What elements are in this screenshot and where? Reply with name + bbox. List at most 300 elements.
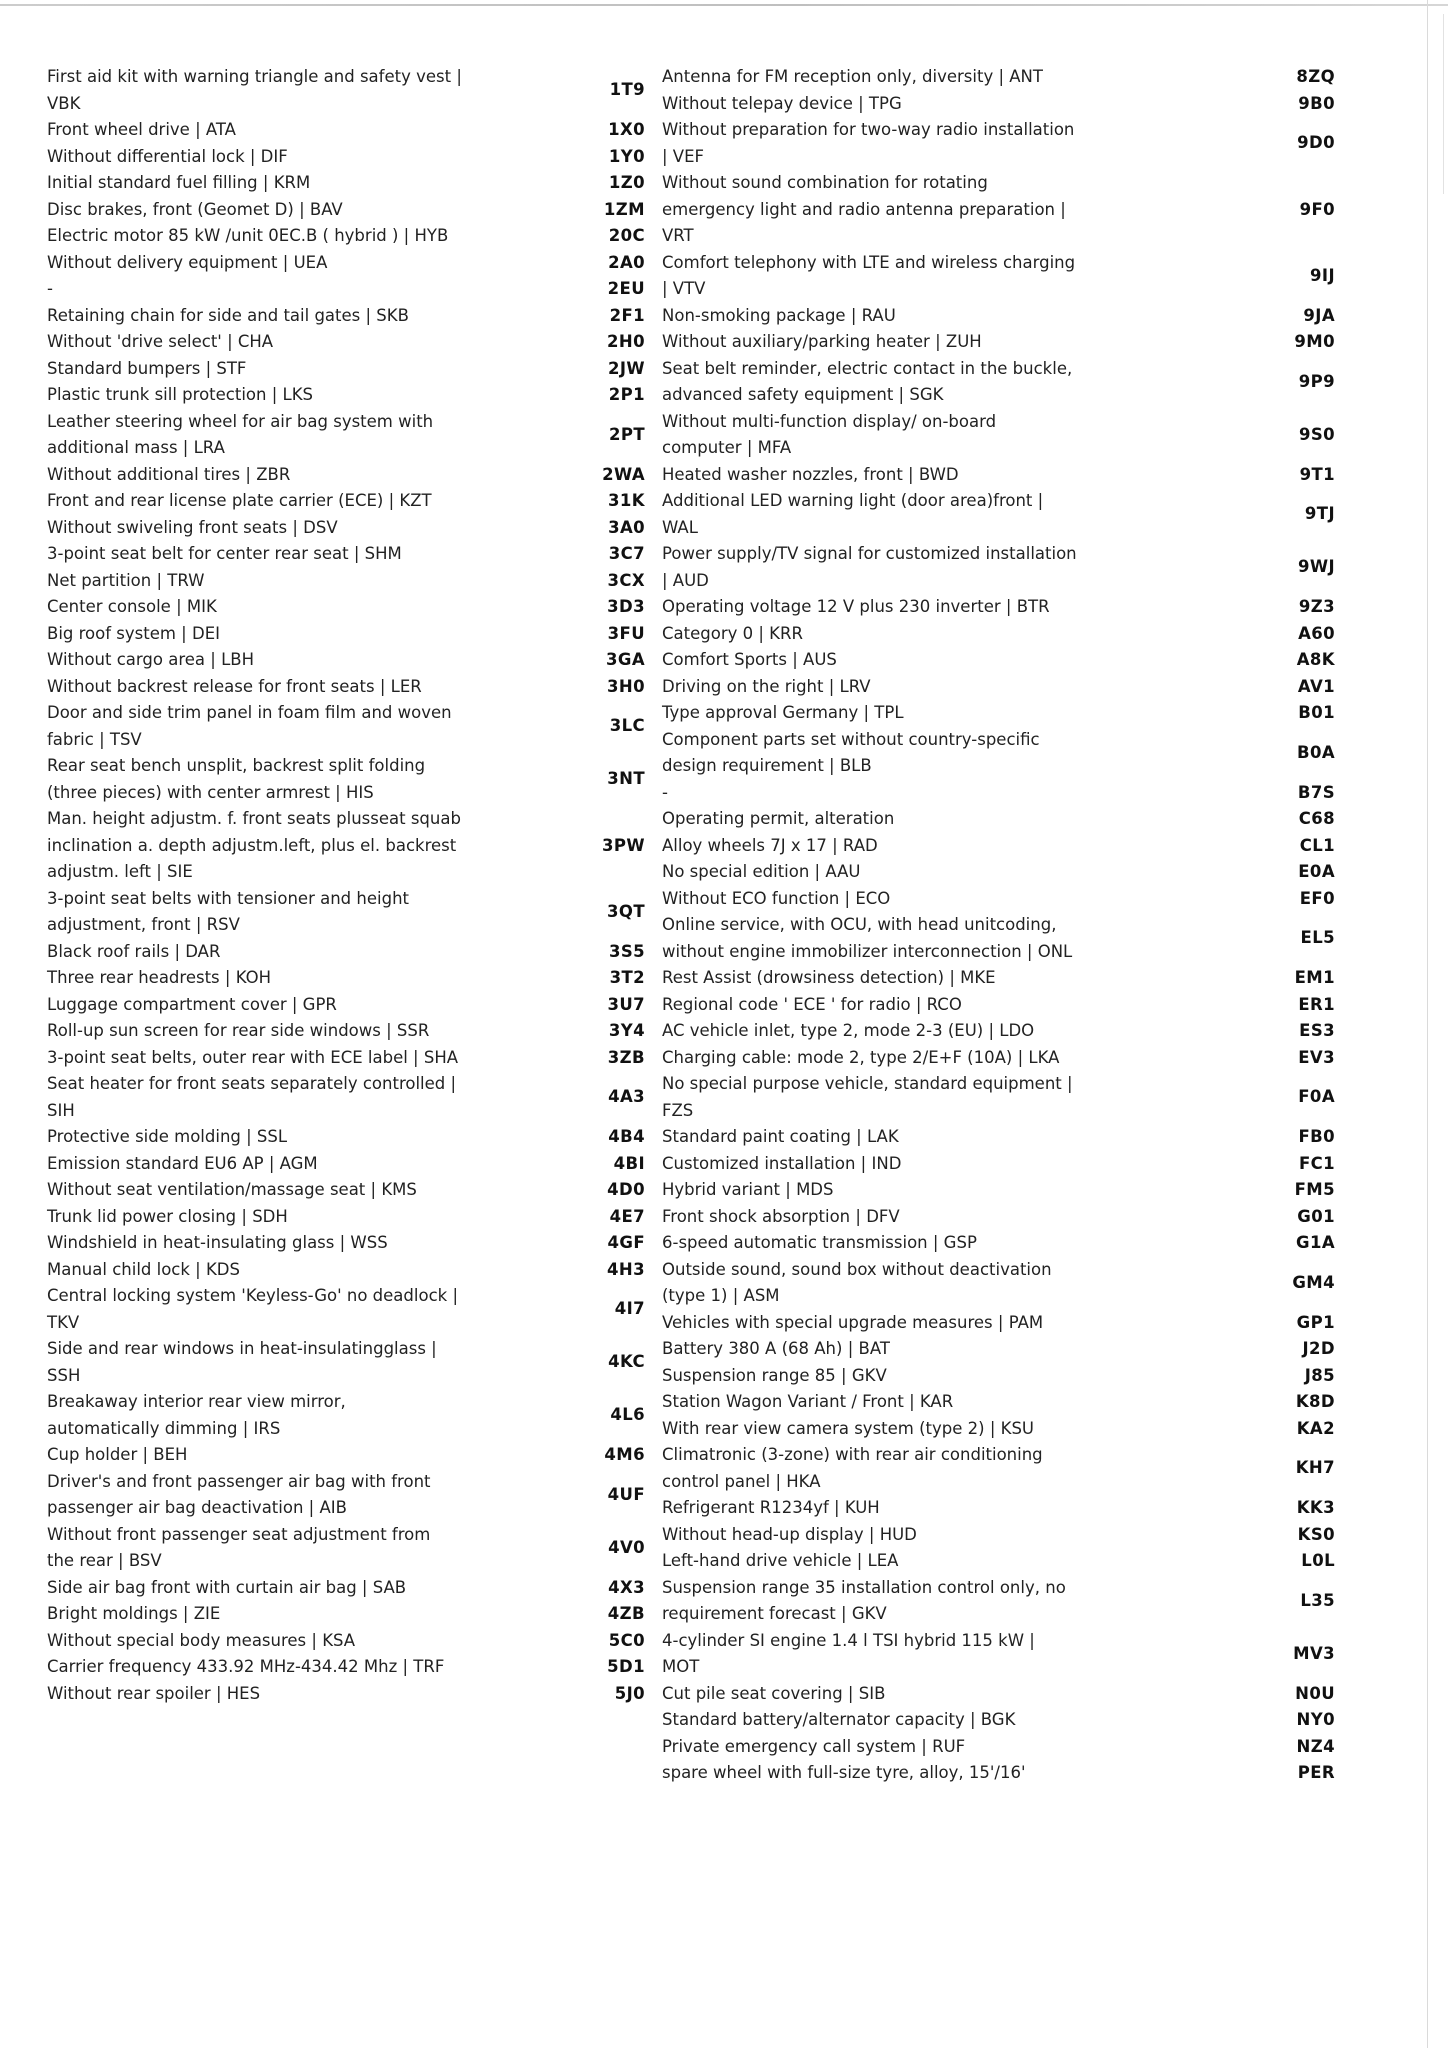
pr-code: 3ZB (607, 1047, 645, 1067)
equipment-description: Windshield in heat-insulating glass | WSS (47, 1233, 388, 1252)
pr-code: 3S5 (608, 941, 645, 961)
pr-code: 3LC (609, 716, 645, 736)
equipment-description: Side and rear windows in heat-insulatingglass | SSH (47, 1339, 437, 1385)
pr-code: 3U7 (607, 994, 645, 1014)
pr-code: 5C0 (608, 1630, 645, 1650)
equipment-description: Big roof system | DEI (47, 623, 220, 643)
equipment-row (47, 117, 645, 144)
pr-code: KK3 (1296, 1498, 1335, 1517)
equipment-description: Carrier frequency 433.92 MHz-434.42 Mhz | TRF (47, 1657, 445, 1676)
pr-code: 9TJ (1304, 504, 1335, 524)
equipment-row (47, 382, 645, 409)
equipment-row (47, 1230, 645, 1257)
equipment-list (47, 64, 1335, 1787)
equipment-row (47, 806, 645, 886)
equipment-row (662, 859, 1335, 886)
equipment-description: Black roof rails | DAR (47, 941, 221, 961)
equipment-description: Outside sound, sound box without deactivation (type 1) | ASM (662, 1259, 1052, 1305)
equipment-row (47, 1575, 645, 1602)
pr-code: 9Z3 (1298, 597, 1335, 616)
equipment-row (662, 1522, 1335, 1549)
pr-code: EM1 (1294, 968, 1335, 987)
equipment-description: 3-point seat belts, outer rear with ECE label | SHA (47, 1047, 459, 1067)
equipment-description: Center console | MIK (47, 597, 217, 616)
equipment-description: 3-point seat belts with tensioner and height adjustment, front | RSV (47, 888, 409, 934)
equipment-description: Suspension range 85 | GKV (662, 1365, 887, 1385)
pr-code: 3Y4 (608, 1021, 645, 1040)
pr-code: KA2 (1296, 1418, 1335, 1438)
equipment-row (47, 1681, 645, 1708)
equipment-description: Standard battery/alternator capacity | BGK (662, 1710, 1016, 1729)
pr-code: L35 (1300, 1590, 1335, 1610)
equipment-row (47, 1389, 645, 1442)
equipment-row (662, 250, 1335, 303)
equipment-row (662, 1734, 1335, 1761)
equipment-description: AC vehicle inlet, type 2, mode 2-3 (EU) | LDO (662, 1021, 1035, 1040)
scan-edge-top-line (0, 4, 1448, 6)
equipment-description: Without head-up display | HUD (662, 1524, 917, 1544)
pr-code: 1X0 (608, 120, 645, 139)
equipment-description: Non-smoking package | RAU (662, 305, 896, 325)
pr-code: 3QT (607, 901, 645, 921)
equipment-description: Cup holder | BEH (47, 1445, 188, 1464)
equipment-row (47, 1177, 645, 1204)
equipment-row (662, 1310, 1335, 1337)
equipment-description: Cut pile seat covering | SIB (662, 1683, 886, 1703)
equipment-row (662, 1257, 1335, 1310)
equipment-row (662, 1363, 1335, 1390)
pr-code: 3A0 (608, 517, 645, 537)
pr-code: 3T2 (609, 968, 645, 987)
equipment-row (662, 1336, 1335, 1363)
equipment-row (47, 647, 645, 674)
pr-code: FM5 (1294, 1180, 1335, 1199)
equipment-row (47, 1522, 645, 1575)
equipment-description: Without delivery equipment | UEA (47, 252, 328, 272)
equipment-description: Luggage compartment cover | GPR (47, 994, 337, 1014)
equipment-row (662, 1548, 1335, 1575)
pr-code: C68 (1298, 809, 1335, 828)
left-column (47, 64, 645, 1707)
equipment-description: Plastic trunk sill protection | LKS (47, 385, 313, 404)
equipment-description: Climatronic (3-zone) with rear air conditioning control panel | HKA (662, 1445, 1043, 1491)
equipment-description: Front and rear license plate carrier (ECE) | KZT (47, 491, 432, 510)
pr-code: A8K (1296, 650, 1335, 669)
pr-code: EL5 (1300, 928, 1335, 948)
equipment-row (47, 329, 645, 356)
equipment-row (662, 462, 1335, 489)
right-column (662, 64, 1335, 1787)
pr-code: EF0 (1299, 888, 1335, 908)
pr-code: NZ4 (1296, 1736, 1335, 1756)
pr-code: 2F1 (609, 305, 645, 325)
pr-code: MV3 (1293, 1643, 1335, 1663)
equipment-description: Rear seat bench unsplit, backrest split folding (three pieces) with center armrest | HIS (47, 756, 426, 802)
equipment-description: Component parts set without country-specific design requirement | BLB (662, 729, 1040, 775)
pr-code: 4BI (613, 1153, 645, 1173)
equipment-row (47, 197, 645, 224)
equipment-row (662, 1628, 1335, 1681)
pr-code: 9M0 (1294, 332, 1335, 351)
equipment-description: Operating permit, alteration (662, 809, 895, 828)
equipment-description: Without additional tires | ZBR (47, 464, 291, 484)
equipment-description: Front wheel drive | ATA (47, 120, 236, 139)
equipment-description: Without sound combination for rotating emergency light and radio antenna preparation | VRT (662, 173, 1066, 245)
pr-code: 2H0 (607, 332, 645, 351)
equipment-description: Without rear spoiler | HES (47, 1683, 261, 1703)
pr-code: 3NT (607, 769, 645, 789)
equipment-row (662, 117, 1335, 170)
equipment-description: Driving on the right | LRV (662, 676, 871, 696)
equipment-description: Without seat ventilation/massage seat | KMS (47, 1180, 417, 1199)
equipment-row (662, 1230, 1335, 1257)
pr-code: 3H0 (607, 676, 645, 696)
pr-code: 9WJ (1297, 557, 1335, 577)
equipment-row (662, 594, 1335, 621)
equipment-description: Leather steering wheel for air bag system with additional mass | LRA (47, 411, 434, 457)
pr-code: 4ZB (607, 1604, 645, 1623)
equipment-row (662, 91, 1335, 118)
equipment-description: Without multi-function display/ on-board computer | MFA (662, 411, 997, 457)
equipment-description: Manual child lock | KDS (47, 1259, 240, 1279)
equipment-row (662, 912, 1335, 965)
pr-code: 9T1 (1299, 464, 1335, 484)
pr-code: J85 (1304, 1365, 1335, 1385)
equipment-description: Roll-up sun screen for rear side windows | SSR (47, 1021, 430, 1040)
pr-code: G1A (1296, 1233, 1335, 1252)
pr-code: FB0 (1298, 1127, 1335, 1146)
pr-code: 2EU (607, 279, 645, 298)
equipment-description: Disc brakes, front (Geomet D) | BAV (47, 199, 343, 219)
equipment-row (47, 886, 645, 939)
equipment-row (47, 488, 645, 515)
equipment-row (47, 992, 645, 1019)
equipment-row (47, 568, 645, 595)
equipment-description: No special edition | AAU (662, 862, 861, 881)
equipment-row (662, 886, 1335, 913)
equipment-description: Charging cable: mode 2, type 2/E+F (10A) | LKA (662, 1047, 1060, 1067)
equipment-row (47, 1469, 645, 1522)
equipment-row (662, 1204, 1335, 1231)
equipment-row (662, 1018, 1335, 1045)
equipment-description: Three rear headrests | KOH (47, 968, 272, 987)
pr-code: 1Y0 (608, 146, 645, 166)
equipment-description: 4-cylinder SI engine 1.4 l TSI hybrid 115 kW | MOT (662, 1630, 1035, 1676)
equipment-description: Without preparation for two-way radio installation | VEF (662, 120, 1075, 166)
pr-code: 9IJ (1310, 265, 1335, 285)
pr-code: 3C7 (608, 544, 645, 563)
pr-code: A60 (1298, 623, 1335, 643)
equipment-row (47, 1283, 645, 1336)
pr-code: 4UF (607, 1484, 645, 1504)
equipment-description: Vehicles with special upgrade measures | PAM (662, 1312, 1044, 1332)
equipment-row (662, 992, 1335, 1019)
equipment-row (47, 1071, 645, 1124)
pr-code: 4X3 (608, 1577, 645, 1597)
pr-code: 1ZM (603, 199, 645, 219)
pr-code: 3GA (606, 650, 645, 669)
equipment-description: Type approval Germany | TPL (662, 703, 904, 722)
equipment-row (662, 1071, 1335, 1124)
equipment-description: Electric motor 85 kW /unit 0EC.B ( hybrid ) | HYB (47, 226, 449, 245)
equipment-description: Battery 380 A (68 Ah) | BAT (662, 1339, 890, 1358)
pr-code: K8D (1295, 1392, 1335, 1411)
pr-code: ER1 (1298, 994, 1335, 1014)
pr-code: B01 (1298, 703, 1335, 722)
pr-code: 4L6 (610, 1405, 645, 1425)
equipment-row (662, 674, 1335, 701)
pr-code: 9P9 (1298, 371, 1335, 391)
pr-code: 31K (608, 491, 645, 510)
pr-code: 20C (608, 226, 645, 245)
equipment-description: Station Wagon Variant / Front | KAR (662, 1392, 954, 1411)
equipment-row (47, 303, 645, 330)
equipment-row (662, 488, 1335, 541)
equipment-description: Retaining chain for side and tail gates | SKB (47, 305, 409, 325)
equipment-description: Door and side trim panel in foam film and woven fabric | TSV (47, 703, 452, 749)
pr-code: 5D1 (607, 1657, 645, 1676)
equipment-row (47, 1257, 645, 1284)
equipment-row (662, 1389, 1335, 1416)
equipment-row (47, 753, 645, 806)
equipment-description: Customized installation | IND (662, 1153, 902, 1173)
pr-code: CL1 (1299, 835, 1335, 855)
equipment-row (662, 806, 1335, 833)
equipment-row (47, 462, 645, 489)
equipment-description: Without differential lock | DIF (47, 146, 288, 166)
equipment-row (662, 1177, 1335, 1204)
equipment-description: Refrigerant R1234yf | KUH (662, 1498, 880, 1517)
equipment-row (47, 1442, 645, 1469)
pr-code: 4GF (607, 1233, 645, 1252)
equipment-description: Emission standard EU6 AP | AGM (47, 1153, 318, 1173)
equipment-row (662, 1124, 1335, 1151)
pr-code: 4A3 (608, 1087, 645, 1107)
equipment-row (47, 409, 645, 462)
pr-code: 3CX (607, 570, 645, 590)
pr-code: 3PW (602, 835, 645, 855)
pr-code: 9F0 (1299, 199, 1335, 219)
equipment-description: Central locking system 'Keyless-Go' no deadlock | TKV (47, 1286, 459, 1332)
equipment-description: Rest Assist (drowsiness detection) | MKE (662, 968, 996, 987)
equipment-description: Without backrest release for front seats | LER (47, 676, 422, 696)
pr-code: 9JA (1303, 305, 1335, 325)
equipment-row (47, 1628, 645, 1655)
equipment-row (662, 329, 1335, 356)
equipment-description: Side air bag front with curtain air bag | SAB (47, 1577, 407, 1597)
equipment-row (662, 1416, 1335, 1443)
equipment-row (47, 356, 645, 383)
equipment-description: No special purpose vehicle, standard equipment | FZS (662, 1074, 1073, 1120)
pr-code: 5J0 (614, 1683, 645, 1703)
pr-code: B0A (1296, 742, 1335, 762)
equipment-row (662, 1681, 1335, 1708)
equipment-row (662, 64, 1335, 91)
equipment-description: - (47, 279, 53, 298)
pr-code: ES3 (1299, 1021, 1335, 1040)
pr-code: N0U (1295, 1683, 1335, 1703)
equipment-row (662, 1442, 1335, 1495)
pr-code: 1Z0 (608, 173, 645, 192)
equipment-description: Protective side molding | SSL (47, 1127, 288, 1146)
pr-code: 1T9 (609, 80, 645, 100)
pr-code: 4E7 (609, 1206, 645, 1226)
equipment-description: Without ECO function | ECO (662, 888, 891, 908)
equipment-row (47, 939, 645, 966)
scan-edge-right-line-2 (1443, 14, 1444, 194)
equipment-description: Initial standard fuel filling | KRM (47, 173, 311, 192)
equipment-row (47, 1124, 645, 1151)
equipment-row (47, 144, 645, 171)
equipment-description: First aid kit with warning triangle and safety vest | VBK (47, 67, 462, 113)
equipment-description: Left-hand drive vehicle | LEA (662, 1551, 899, 1570)
equipment-row (662, 1707, 1335, 1734)
pr-code: 9D0 (1297, 133, 1335, 153)
equipment-description: Comfort telephony with LTE and wireless charging | VTV (662, 252, 1076, 298)
equipment-description: Hybrid variant | MDS (662, 1180, 834, 1199)
equipment-row (662, 1760, 1335, 1787)
equipment-row (47, 594, 645, 621)
equipment-row (662, 1575, 1335, 1628)
pr-code: KH7 (1295, 1458, 1335, 1478)
equipment-row (47, 674, 645, 701)
pr-code: G01 (1297, 1206, 1335, 1226)
equipment-row (662, 621, 1335, 648)
pr-code: 2JW (607, 358, 645, 378)
equipment-row (47, 1336, 645, 1389)
equipment-description: Without special body measures | KSA (47, 1630, 356, 1650)
equipment-row (47, 621, 645, 648)
equipment-row (662, 780, 1335, 807)
equipment-row (662, 356, 1335, 409)
pr-code: 8ZQ (1296, 67, 1335, 86)
equipment-description: Suspension range 35 installation control only, no requirement forecast | GKV (662, 1577, 1066, 1623)
equipment-row (662, 409, 1335, 462)
equipment-description: Online service, with OCU, with head unitcoding, without engine immobilizer interconnection | ONL (662, 915, 1073, 961)
pr-code: B7S (1297, 782, 1335, 802)
pr-code: PER (1297, 1763, 1335, 1782)
equipment-description: Category 0 | KRR (662, 623, 803, 643)
equipment-row (662, 833, 1335, 860)
equipment-row (47, 541, 645, 568)
pr-code: 4M6 (604, 1445, 645, 1464)
pr-code: 2P1 (608, 385, 645, 404)
equipment-row (47, 170, 645, 197)
equipment-description: Antenna for FM reception only, diversity | ANT (662, 67, 1043, 86)
pr-code: 4V0 (608, 1537, 645, 1557)
equipment-description: Comfort Sports | AUS (662, 650, 837, 669)
equipment-row (662, 727, 1335, 780)
pr-code: E0A (1298, 862, 1335, 881)
equipment-description: Without swiveling front seats | DSV (47, 517, 338, 537)
pr-code: F0A (1298, 1087, 1335, 1107)
equipment-row (662, 170, 1335, 250)
equipment-row (47, 1654, 645, 1681)
pr-code: 4D0 (607, 1180, 645, 1199)
equipment-description: Regional code ' ECE ' for radio | RCO (662, 994, 962, 1014)
equipment-row (662, 1495, 1335, 1522)
equipment-row (47, 276, 645, 303)
equipment-row (662, 541, 1335, 594)
scan-edge-right-line (1427, 0, 1428, 2048)
equipment-description: With rear view camera system (type 2) | KSU (662, 1418, 1034, 1438)
pr-code: FC1 (1298, 1153, 1335, 1173)
equipment-row (47, 700, 645, 753)
pr-code: 3FU (607, 623, 645, 643)
equipment-description: Without cargo area | LBH (47, 650, 254, 669)
pr-code: EV3 (1298, 1047, 1335, 1067)
equipment-description: 3-point seat belt for center rear seat | SHM (47, 544, 402, 563)
equipment-row (662, 1151, 1335, 1178)
pr-code: 9S0 (1298, 424, 1335, 444)
equipment-description: Operating voltage 12 V plus 230 inverter | BTR (662, 597, 1050, 616)
equipment-description: Without front passenger seat adjustment from the rear | BSV (47, 1524, 431, 1570)
equipment-description: Trunk lid power closing | SDH (47, 1206, 288, 1226)
equipment-row (662, 303, 1335, 330)
equipment-row (662, 647, 1335, 674)
pr-code: AV1 (1297, 676, 1335, 696)
equipment-row (47, 965, 645, 992)
equipment-row (47, 1601, 645, 1628)
pr-code: 2WA (602, 464, 645, 484)
equipment-row (47, 1018, 645, 1045)
equipment-row (662, 965, 1335, 992)
equipment-description: 6-speed automatic transmission | GSP (662, 1233, 977, 1252)
equipment-row (662, 700, 1335, 727)
equipment-description: Standard paint coating | LAK (662, 1127, 899, 1146)
pr-code: 4KC (608, 1352, 645, 1372)
equipment-description: Breakaway interior rear view mirror, automatically dimming | IRS (47, 1392, 346, 1438)
equipment-description: Without 'drive select' | CHA (47, 332, 274, 351)
equipment-row (47, 1204, 645, 1231)
pr-code: 4B4 (608, 1127, 645, 1146)
equipment-description: Without telepay device | TPG (662, 93, 902, 113)
equipment-description: Seat belt reminder, electric contact in the buckle, advanced safety equipment | SGK (662, 358, 1073, 404)
equipment-row (47, 64, 645, 117)
equipment-description: Man. height adjustm. f. front seats plusseat squab inclination a. depth adjustm.left, plus el. backrest adjustm. left | SIE (47, 809, 461, 881)
equipment-row (47, 250, 645, 277)
equipment-row (47, 1151, 645, 1178)
pr-code: 4I7 (614, 1299, 645, 1319)
equipment-description: Without auxiliary/parking heater | ZUH (662, 332, 982, 351)
equipment-description: Seat heater for front seats separately controlled | SIH (47, 1074, 457, 1120)
pr-code: GM4 (1292, 1272, 1335, 1292)
pr-code: GP1 (1296, 1312, 1335, 1332)
equipment-description: spare wheel with full-size tyre, alloy, 15'/16' (662, 1763, 1026, 1782)
equipment-row (47, 515, 645, 542)
equipment-description: Net partition | TRW (47, 570, 205, 590)
equipment-description: Additional LED warning light (door area)front | WAL (662, 491, 1044, 537)
equipment-description: Heated washer nozzles, front | BWD (662, 464, 959, 484)
pr-code: 2A0 (608, 252, 645, 272)
equipment-description: Private emergency call system | RUF (662, 1736, 966, 1756)
equipment-description: Driver's and front passenger air bag with front passenger air bag deactivation | AIB (47, 1471, 431, 1517)
equipment-description: Standard bumpers | STF (47, 358, 247, 378)
pr-code: L0L (1301, 1551, 1335, 1570)
equipment-description: Alloy wheels 7J x 17 | RAD (662, 835, 878, 855)
equipment-row (662, 1045, 1335, 1072)
pr-code: J2D (1302, 1339, 1335, 1358)
pr-code: NY0 (1296, 1710, 1335, 1729)
equipment-description: - (662, 782, 668, 802)
pr-code: 2PT (608, 424, 645, 444)
pr-code: 9B0 (1298, 93, 1335, 113)
equipment-description: Power supply/TV signal for customized installation | AUD (662, 544, 1077, 590)
equipment-row (47, 223, 645, 250)
equipment-description: Front shock absorption | DFV (662, 1206, 900, 1226)
pr-code: 4H3 (607, 1259, 645, 1279)
pr-code: KS0 (1297, 1524, 1335, 1544)
